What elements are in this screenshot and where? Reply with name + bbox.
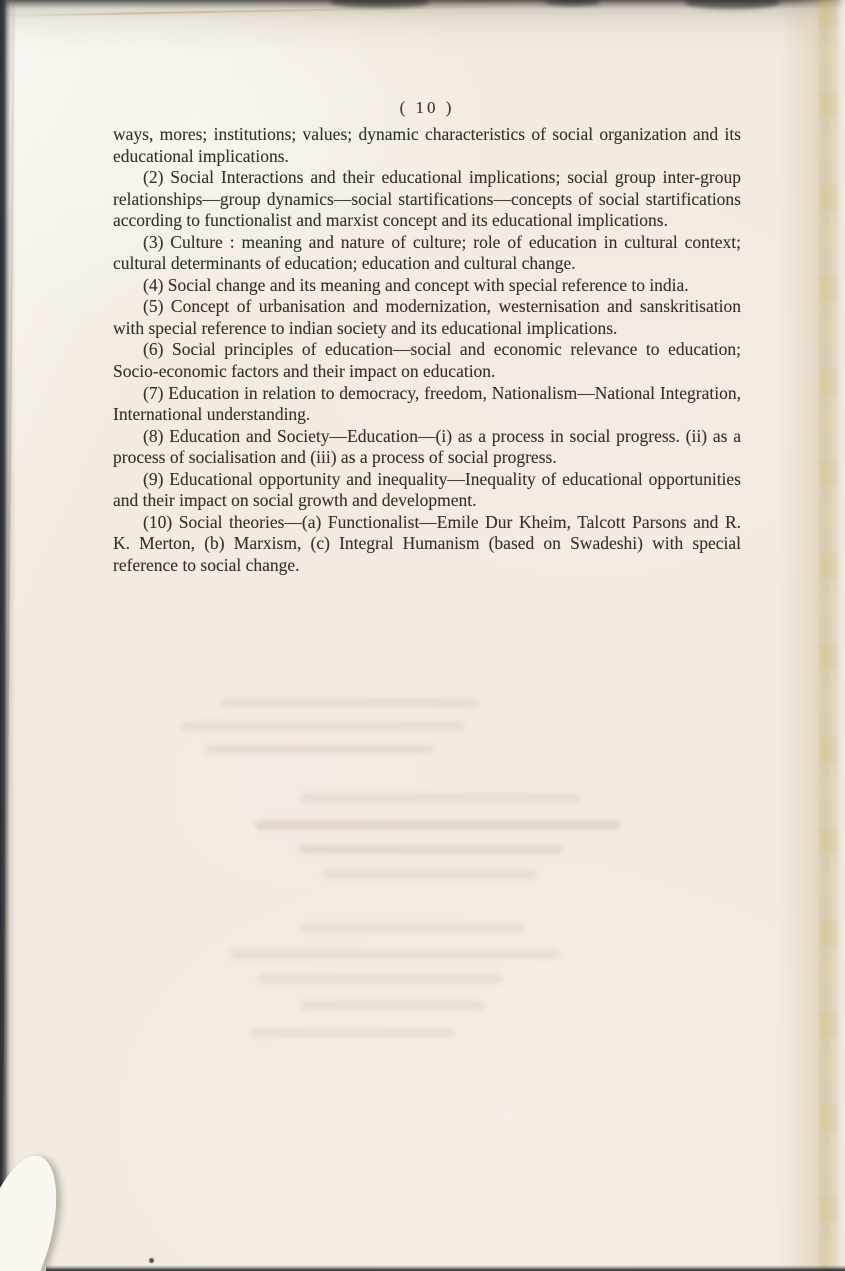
bleed-through-line: [258, 974, 503, 984]
paragraph-item-3: (3) Culture : meaning and nature of culture; role of education in cultural context; cultural determinants of education; education and cultural change.: [113, 231, 741, 274]
page-content: [113, 98, 741, 576]
bleed-through-line: [300, 793, 580, 803]
paper-crease-left: [2, 0, 15, 1271]
bleed-through-line: [230, 949, 560, 959]
page-corner-curl: [0, 1147, 72, 1271]
scan-smudge: [330, 0, 430, 8]
bleed-through-line: [300, 923, 525, 933]
paragraph-item-4: (4) Social change and its meaning and concept with special reference to india.: [143, 274, 689, 295]
binding-gutter-shadow: [779, 0, 845, 1271]
paragraph-continuation: ways, mores; institutions; values; dynamic characteristics of social organization and its educational implications.: [113, 124, 741, 166]
scan-edge-top-shadow: [0, 0, 845, 52]
syllabus-text: [113, 124, 741, 576]
bleed-through-line: [322, 869, 537, 879]
bleed-through-line: [250, 1028, 455, 1038]
scan-edge-bottom-shadow: [46, 1265, 845, 1271]
paragraph-item-10: (10) Social theories—(a) Functionalist—Emile Dur Kheim, Talcott Parsons and R. K. Merton, (b) Marxism, (c) Integral Humanism (based on Swadeshi) with special reference to social change.: [113, 511, 741, 575]
ink-speck: [149, 1258, 154, 1263]
page-number: ( 10 ): [399, 98, 455, 117]
scan-smudge: [685, 0, 780, 9]
paper-crease-top: [0, 5, 545, 17]
paragraph-item-6: (6) Social principles of education—social and economic relevance to education; Socio-economic factors and their impact on education.: [113, 339, 741, 382]
bleed-through-line: [255, 820, 620, 830]
paragraph-item-9: (9) Educational opportunity and inequality—Inequality of educational opportunities and their impact on social growth and development.: [113, 468, 741, 511]
bleed-through-line: [300, 1000, 485, 1010]
scan-smudge: [545, 0, 600, 6]
bleed-through-line: [205, 744, 435, 754]
bleed-through-line: [298, 844, 563, 854]
binding-glue-stains: [819, 0, 838, 1271]
bleed-through-line: [180, 721, 465, 731]
paragraph-item-2: (2) Social Interactions and their educational implications; social group inter-group relationships—group dynamics—social startifications—concepts of social startifications according to functionalist and marxist concept and its educational implications.: [113, 167, 741, 231]
paragraph-item-8: (8) Education and Society—Education—(i) as a process in social progress. (ii) as a process of socialisation and (iii) as a process of social progress.: [113, 425, 741, 468]
paragraph-item-5: (5) Concept of urbanisation and modernization, westernisation and sanskritisation with special reference to indian society and its educational implications.: [113, 296, 741, 338]
bleed-through-line: [220, 698, 480, 708]
paragraph-item-7: (7) Education in relation to democracy, freedom, Nationalism—National Integration, International understanding.: [113, 382, 741, 425]
scan-edge-left-shadow: [0, 0, 16, 1271]
